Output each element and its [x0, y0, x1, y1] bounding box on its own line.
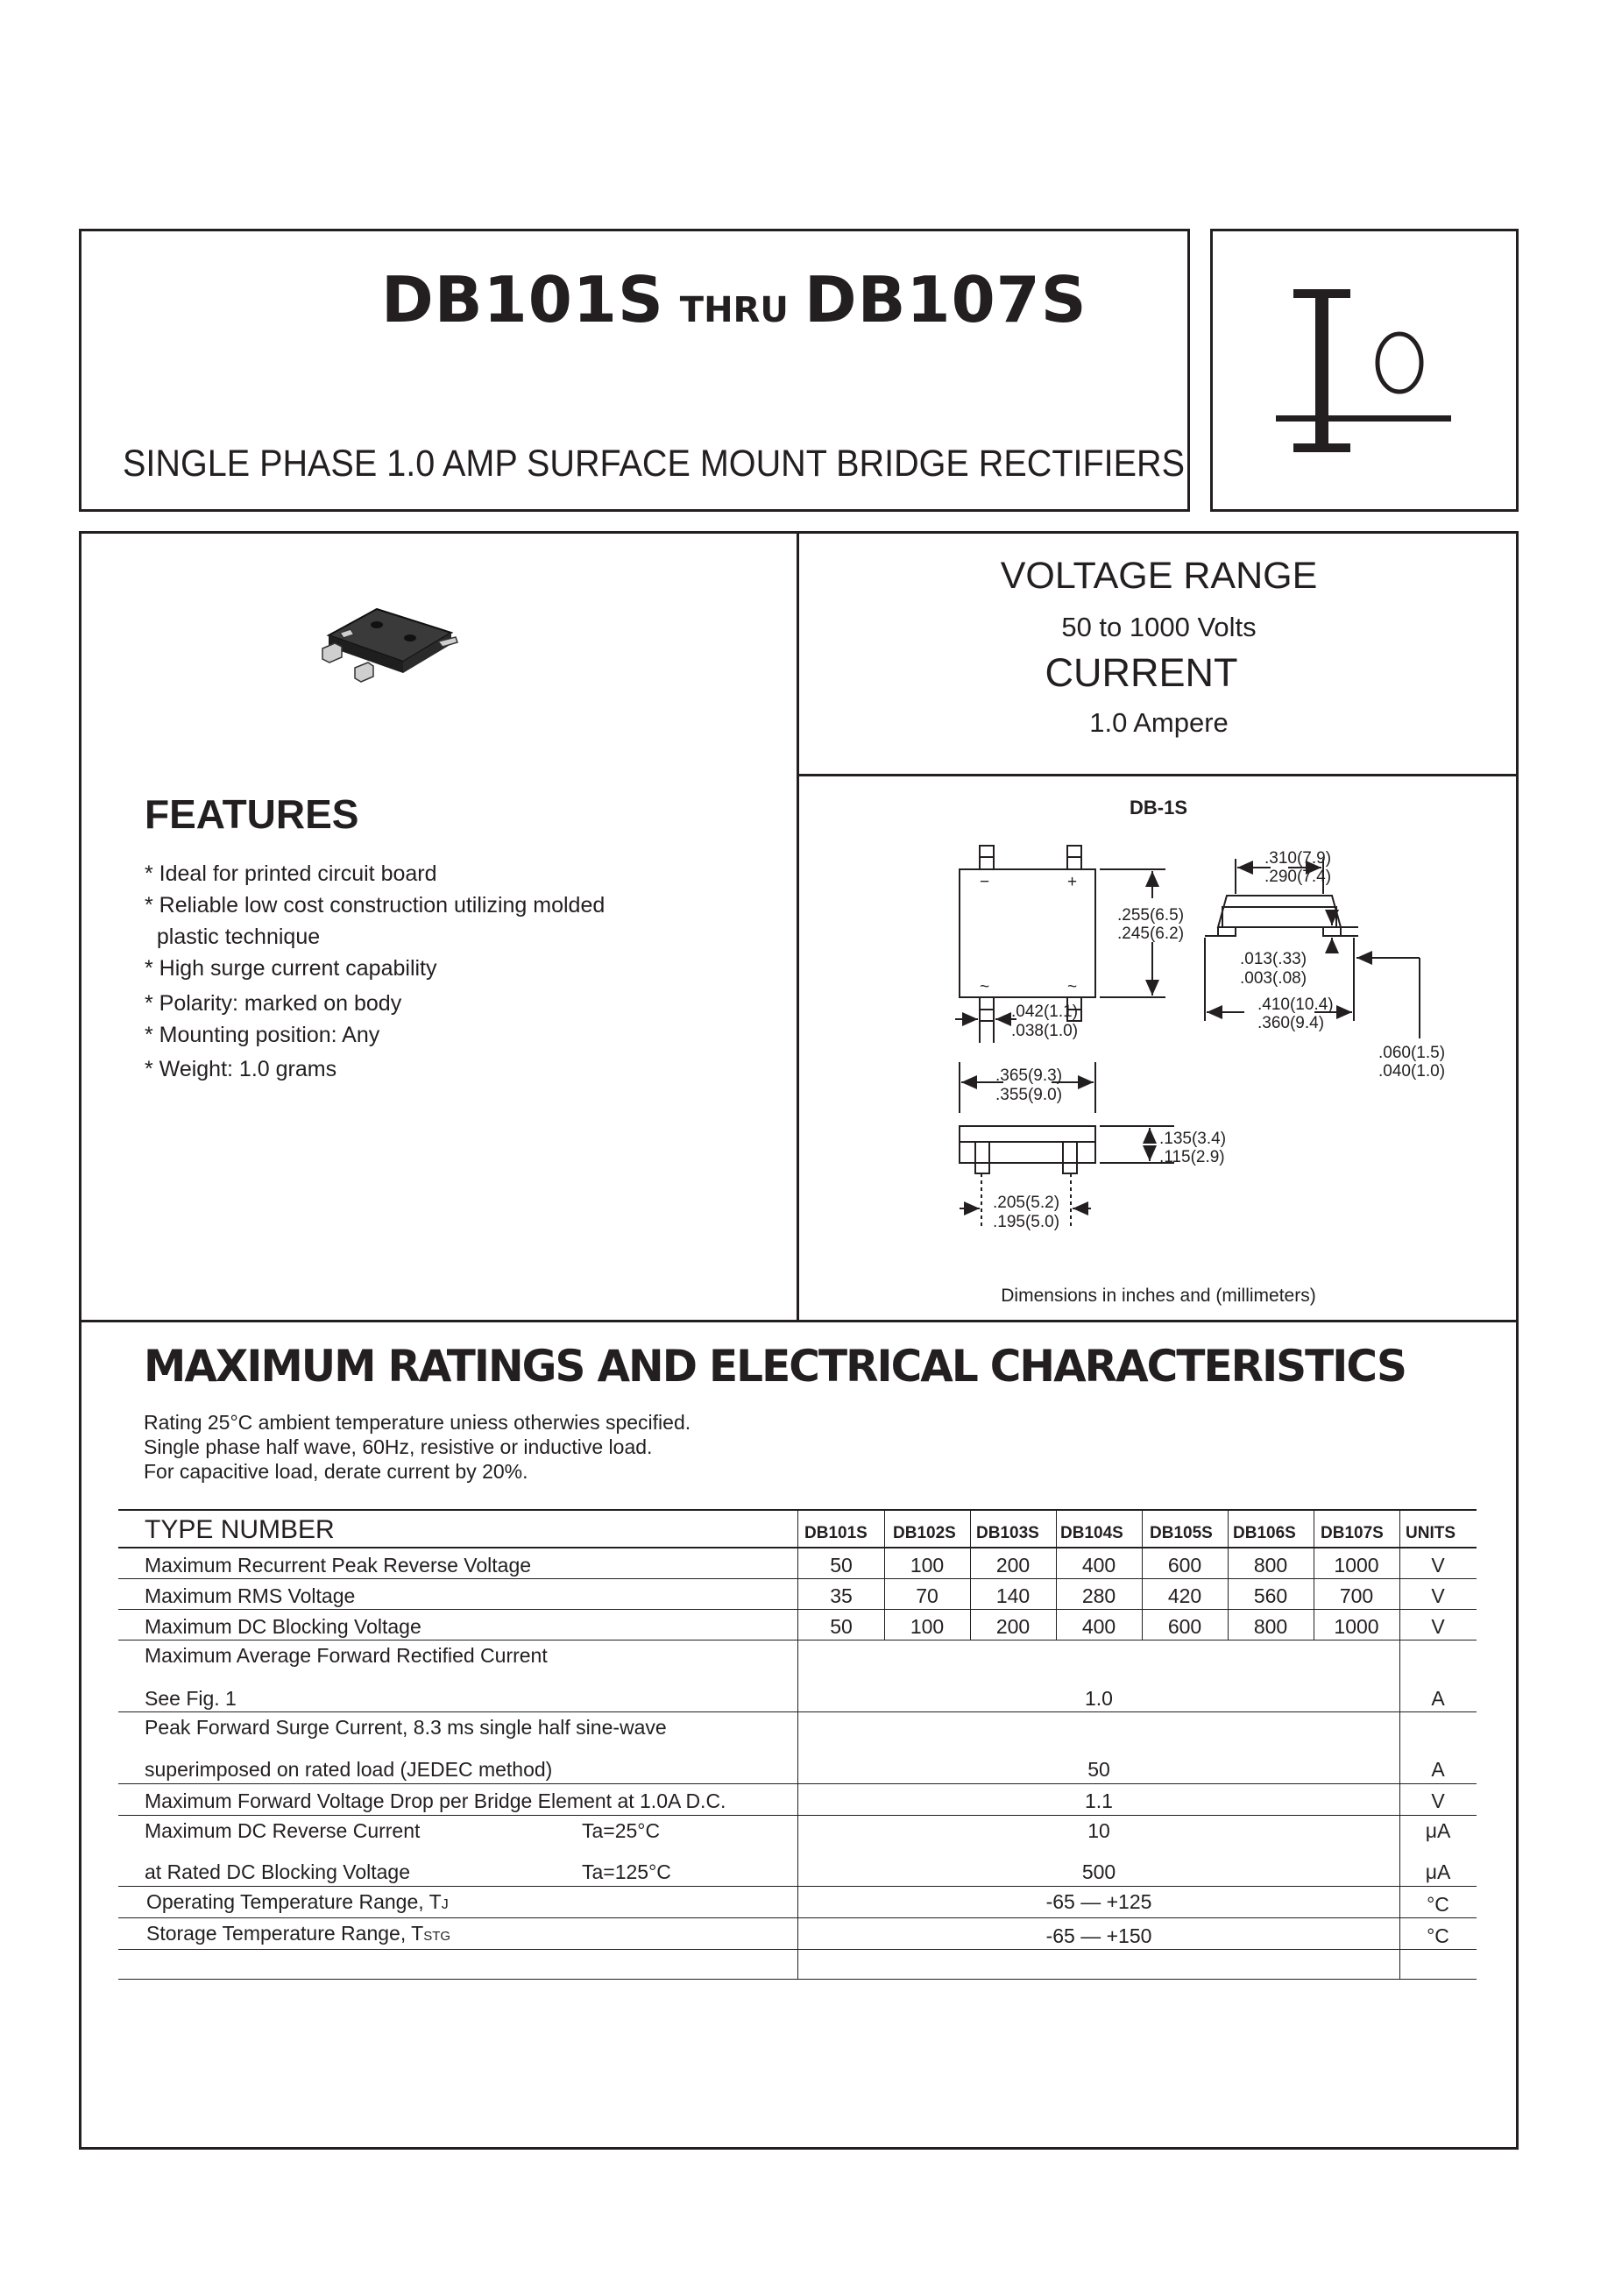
ratings-note: Rating 25°C ambient temperature uniess otherwies specified. [144, 1411, 691, 1434]
current-title: CURRENT [1045, 650, 1238, 695]
table-cell: 70 [916, 1584, 938, 1607]
table-cell: 600 [1167, 1554, 1202, 1577]
table-cell: 50 [830, 1615, 853, 1638]
feature-item: * Weight: 1.0 grams [145, 1057, 337, 1081]
table-cell: -65 — +150 [1045, 1924, 1152, 1947]
feature-item: * Ideal for printed circuit board [145, 861, 437, 886]
table-cell: 500 [1081, 1860, 1116, 1883]
table-cell: 1000 [1334, 1554, 1379, 1577]
table-unit: μA [1425, 1819, 1451, 1842]
table-unit: V [1431, 1554, 1445, 1577]
table-cell: 420 [1167, 1584, 1202, 1607]
dim-label: .040(1.0) [1378, 1062, 1446, 1081]
table-cell: 50 [830, 1554, 853, 1577]
dim-label: .003(.08) [1240, 969, 1307, 988]
dim-label: .365(9.3) [995, 1067, 1063, 1085]
table-condition: Ta=125°C [582, 1860, 671, 1883]
dim-label: .355(9.0) [995, 1086, 1063, 1104]
table-unit: V [1431, 1615, 1445, 1638]
table-cell: 280 [1081, 1584, 1116, 1607]
table-row-label [146, 1890, 449, 1914]
feature-item: * Reliable low cost construction utilizing molded [145, 893, 606, 918]
table-unit: A [1431, 1758, 1445, 1781]
column-header: UNITS [1406, 1524, 1456, 1542]
table-unit: °C [1427, 1924, 1449, 1947]
table-cell: 200 [995, 1615, 1031, 1638]
table-row-label: Maximum DC Reverse Current [145, 1819, 421, 1842]
dim-label: .245(6.2) [1117, 925, 1185, 943]
dim-label: .013(.33) [1240, 950, 1307, 968]
feature-item: * High surge current capability [145, 956, 437, 981]
table-cell: 200 [995, 1554, 1031, 1577]
io-logo-icon [1210, 229, 1519, 512]
op-temp-sub: J [441, 1897, 449, 1912]
feature-item: * Mounting position: Any [145, 1023, 380, 1047]
dim-label: .410(10.4) [1257, 996, 1334, 1014]
dim-label: .135(3.4) [1159, 1130, 1227, 1148]
table-unit: A [1431, 1687, 1445, 1710]
table-cell: 700 [1339, 1584, 1374, 1607]
dim-label: .195(5.0) [993, 1213, 1060, 1231]
ratings-title: MAXIMUM RATINGS AND ELECTRICAL CHARACTERISTICS [144, 1341, 1406, 1392]
dim-label: .310(7.9) [1264, 849, 1332, 868]
table-cell: 100 [910, 1615, 945, 1638]
feature-item: * Polarity: marked on body [145, 991, 402, 1016]
dim-label: .290(7.4) [1264, 868, 1332, 886]
table-cell: 50 [1087, 1758, 1110, 1781]
table-row-label: Maximum RMS Voltage [145, 1584, 356, 1607]
table-unit: V [1431, 1789, 1445, 1812]
table-row-label: Maximum DC Blocking Voltage [145, 1615, 421, 1638]
table-cell: 140 [995, 1584, 1031, 1607]
table-cell: 100 [910, 1554, 945, 1577]
column-header: DB106S [1233, 1524, 1296, 1542]
column-header: DB107S [1321, 1524, 1384, 1542]
pin-ac-label: ~ [1067, 978, 1078, 996]
op-temp-label: Operating Temperature Range, T [146, 1890, 442, 1913]
features-title: FEATURES [145, 791, 359, 837]
dim-label: .255(6.5) [1117, 906, 1185, 925]
component-image [315, 596, 464, 701]
column-header: DB104S [1060, 1524, 1123, 1542]
table-unit: μA [1425, 1860, 1451, 1883]
feature-item: plastic technique [145, 925, 321, 949]
page-title [381, 263, 1087, 337]
column-header: DB103S [976, 1524, 1039, 1542]
ratings-note: For capacitive load, derate current by 20%. [144, 1460, 528, 1483]
table-cell: 400 [1081, 1615, 1116, 1638]
table-row-label: Maximum Forward Voltage Drop per Bridge Element at 1.0A D.C. [145, 1789, 726, 1812]
table-cell: 400 [1081, 1554, 1116, 1577]
table-row-label: Peak Forward Surge Current, 8.3 ms single half sine-wave [145, 1716, 667, 1739]
ratings-note: Single phase half wave, 60Hz, resistive or inductive load. [144, 1435, 653, 1458]
pin-ac-label: ~ [980, 978, 990, 996]
table-row-label: See Fig. 1 [145, 1687, 237, 1710]
part-from: DB101S [381, 263, 664, 337]
stg-temp-sub: STG [423, 1929, 451, 1944]
table-cell: 1.1 [1085, 1789, 1113, 1812]
divider-right [797, 774, 1519, 776]
column-header: DB102S [893, 1524, 956, 1542]
table-cell: 560 [1253, 1584, 1288, 1607]
dim-label: .038(1.0) [1011, 1022, 1079, 1040]
thru-label: THRU [679, 290, 789, 330]
table-cell: 1000 [1334, 1615, 1379, 1638]
stg-temp-label: Storage Temperature Range, T [146, 1922, 424, 1945]
table-cell: 800 [1253, 1615, 1288, 1638]
table-unit: V [1431, 1584, 1445, 1607]
dim-label: .042(1.1) [1011, 1003, 1079, 1021]
table-cell: 35 [830, 1584, 853, 1607]
package-name: DB-1S [1129, 797, 1187, 818]
table-row-label: at Rated DC Blocking Voltage [145, 1860, 411, 1883]
table-row-label: superimposed on rated load (JEDEC method) [145, 1758, 553, 1781]
dimensions-note: Dimensions in inches and (millimeters) [1001, 1286, 1316, 1306]
dim-label: .360(9.4) [1257, 1014, 1325, 1032]
subtitle: SINGLE PHASE 1.0 AMP SURFACE MOUNT BRIDGE RECTIFIERS [123, 443, 1185, 485]
table-cell: 600 [1167, 1615, 1202, 1638]
current-value: 1.0 Ampere [1089, 707, 1229, 738]
voltage-range-value: 50 to 1000 Volts [1061, 612, 1257, 642]
column-header: DB101S [804, 1524, 868, 1542]
table-unit: °C [1427, 1893, 1449, 1916]
type-number-label: TYPE NUMBER [145, 1515, 335, 1544]
part-to: DB107S [804, 263, 1087, 337]
dim-label: .205(5.2) [993, 1194, 1060, 1212]
table-row-label: Maximum Recurrent Peak Reverse Voltage [145, 1554, 532, 1577]
pin-plus-label: + [1067, 873, 1078, 891]
table-condition: Ta=25°C [582, 1819, 661, 1842]
column-header: DB105S [1150, 1524, 1213, 1542]
table-row-label [146, 1922, 450, 1945]
dim-label: .060(1.5) [1378, 1044, 1446, 1062]
table-cell: 800 [1253, 1554, 1288, 1577]
package-drawing [920, 833, 1490, 1253]
table-row-label: Maximum Average Forward Rectified Current [145, 1644, 548, 1667]
table-cell: 1.0 [1085, 1687, 1113, 1710]
divider-horizontal [79, 1320, 1519, 1322]
table-cell: -65 — +125 [1045, 1890, 1152, 1913]
pin-minus-label: − [980, 873, 990, 891]
dim-label: .115(2.9) [1159, 1148, 1225, 1166]
voltage-range-title: VOLTAGE RANGE [1000, 555, 1318, 597]
table-cell: 10 [1087, 1819, 1110, 1842]
